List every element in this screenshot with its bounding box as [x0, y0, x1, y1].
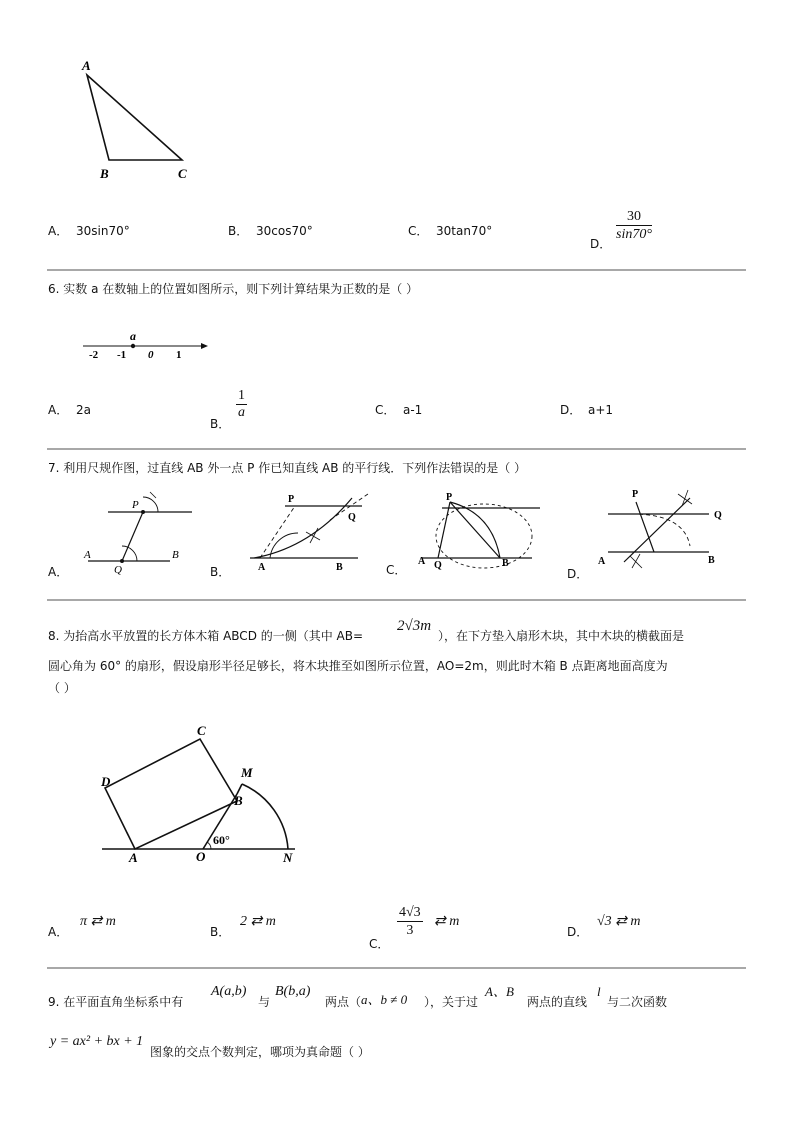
option-letter: C． [375, 403, 396, 417]
option-letter: C． [369, 937, 390, 951]
fraction-numerator: 30 [626, 209, 641, 224]
q7-label-p: P [132, 499, 139, 511]
option-letter: A． [48, 403, 69, 417]
q5-label-c: C [178, 166, 187, 181]
q6-point-a-label: a [130, 329, 136, 343]
q9-text: 与二次函数 [607, 995, 668, 1009]
fraction-numerator: 1 [238, 388, 245, 403]
q8-option-c-fraction [397, 904, 423, 939]
q6-tick-label: -1 [117, 349, 127, 361]
fraction-denominator: 3 [406, 923, 414, 938]
q5-option-d-fraction [616, 208, 652, 243]
q7-figure-d [594, 484, 744, 579]
q7-label-q: Q [714, 510, 722, 521]
q7-option-b[interactable]: B． [210, 565, 231, 579]
q6-number-line [80, 328, 212, 364]
option-text: a+1 [588, 403, 614, 417]
q6-tick-label: 1 [176, 349, 182, 361]
q8-label-b: B [234, 793, 243, 808]
q7-label-b: B [172, 549, 179, 561]
q9-points-ab: A、B [485, 984, 514, 999]
option-letter: B． [228, 224, 249, 238]
q9-text: ），关于过 [424, 995, 479, 1009]
divider [47, 967, 746, 969]
q7-label-q: Q [114, 564, 122, 576]
q7-label-a: A [84, 549, 91, 561]
q8-stem-line2: 圆心角为 60° 的扇形，假设扇形半径足够长，将木块推至如图所示位置，AO=2m，则此时木箱 B 点距离地面高度为 [48, 659, 668, 673]
q8-stem-line1-part2: ），在下方垫入扇形木块，其中木块的横截面是 [438, 629, 685, 643]
q7-label-q: Q [348, 512, 356, 523]
q7-label-a: A [418, 556, 426, 567]
q7-label-a: A [598, 556, 606, 567]
q5-triangle-figure [70, 52, 200, 182]
option-letter: A． [48, 925, 69, 939]
q9-text: 与 [258, 995, 271, 1009]
q9-text: 两点（ [325, 995, 362, 1009]
q9-function: y = ax² + bx + 1 [50, 1034, 144, 1049]
option-text: 30tan70° [436, 224, 493, 238]
option-letter: A． [48, 224, 69, 238]
fraction-denominator: sin70° [616, 227, 652, 242]
option-letter: D． [560, 403, 582, 417]
option-text: 2a [76, 403, 91, 417]
q7-option-d[interactable]: D． [567, 567, 589, 581]
q9-line-l: l [597, 984, 601, 999]
option-letter: D． [590, 237, 612, 251]
q7-label-p: P [288, 494, 295, 505]
q9-point-a: A(a,b) [211, 984, 247, 999]
option-text: π ⇄ m [80, 914, 116, 929]
q7-label-b: B [502, 558, 509, 569]
q8-label-d: D [101, 774, 111, 789]
divider [47, 269, 746, 271]
q8-stem-line1-part1: 8. 为抬高水平放置的长方体木箱 ABCD 的一侧（其中 AB= [48, 629, 364, 643]
q8-stem-line3: （ ） [48, 681, 76, 695]
q8-label-c: C [197, 723, 206, 738]
option-text: 30cos70° [256, 224, 313, 238]
q7-label-p: P [446, 492, 453, 503]
fraction-numerator: 4√3 [399, 905, 421, 920]
q5-label-b: B [100, 166, 109, 181]
option-text: a-1 [403, 403, 423, 417]
q7-figure-c [412, 488, 552, 578]
option-suffix: ⇄ m [434, 914, 460, 929]
q8-label-m: M [241, 765, 253, 780]
option-letter: B． [210, 925, 231, 939]
q7-stem: 7. 利用尺规作图，过直线 AB 外一点 P 作已知直线 AB 的平行线．下列作法错误的是（ ） [48, 461, 527, 475]
option-letter: B． [210, 417, 231, 431]
q7-label-b: B [336, 562, 343, 573]
q8-ab-value: 2√3m [397, 618, 432, 634]
q9-point-b: B(b,a) [275, 984, 311, 999]
option-text: 30sin70° [76, 224, 130, 238]
q8-figure [95, 720, 315, 870]
q8-label-n: N [283, 850, 293, 865]
q7-label-b: B [708, 555, 715, 566]
fraction-denominator: a [238, 405, 245, 420]
q6-option-b-fraction [236, 388, 247, 421]
option-letter: C． [408, 224, 429, 238]
option-letter: D． [567, 925, 589, 939]
q9-text: 两点的直线 [527, 995, 588, 1009]
q7-label-a: A [258, 562, 266, 573]
q5-label-a: A [82, 58, 91, 73]
divider [47, 599, 746, 601]
q6-tick-label: -2 [89, 349, 99, 361]
divider [47, 448, 746, 450]
q6-stem: 6. 实数 a 在数轴上的位置如图所示，则下列计算结果为正数的是（ ） [48, 282, 419, 296]
q7-option-c[interactable]: C． [386, 563, 407, 577]
q8-label-o: O [196, 849, 206, 864]
option-text: √3 ⇄ m [597, 914, 641, 929]
q6-tick-label: 0 [148, 349, 154, 361]
q8-label-a: A [129, 850, 138, 865]
q7-figure-a [80, 486, 200, 576]
q9-text: 9. 在平面直角坐标系中有 [48, 995, 184, 1009]
q7-figure-b [240, 488, 375, 578]
q9-text: 图象的交点个数判定，哪项为真命题（ ） [150, 1045, 370, 1059]
q7-label-p: P [632, 489, 639, 500]
q7-label-q: Q [434, 560, 442, 571]
q7-option-a[interactable]: A． [48, 565, 69, 579]
q9-condition: a、b ≠ 0 [361, 992, 408, 1007]
q8-angle-label: 60° [213, 833, 230, 847]
option-text: 2 ⇄ m [240, 914, 276, 929]
